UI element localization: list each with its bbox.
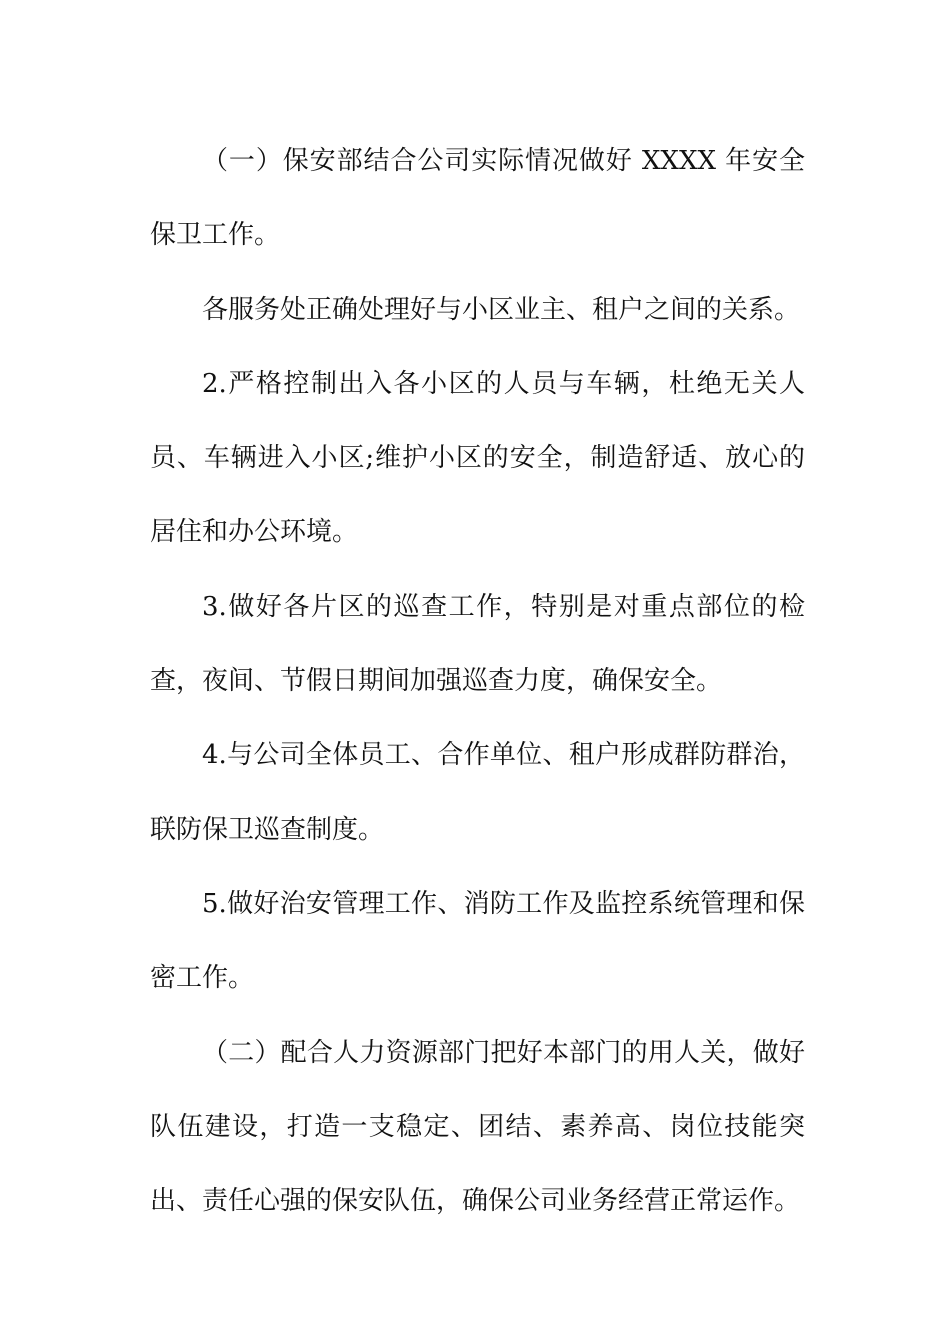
paragraph-patrol: 3.做好各片区的巡查工作，特别是对重点部位的检查，夜间、节假日期间加强巡查力度，确保安全。 [150,591,805,697]
paragraph-security-work: （一）保安部结合公司实际情况做好 XXXX 年安全保卫工作。 [150,146,805,251]
paragraph-joint-defense: 4.与公司全体员工、合作单位、租户形成群防群治，联防保卫巡查制度。 [150,740,805,845]
paragraph-public-order: 5.做好治安管理工作、消防工作及监控系统管理和保密工作。 [150,888,805,994]
paragraph-access-control: 2.严格控制出入各小区的人员与车辆，杜绝无关人员、车辆进入小区;维护小区的安全，制造舒适、放心的居住和办公环境。 [150,368,805,548]
document-body [150,124,805,1238]
paragraph-service-relations: 各服务处正确处理好与小区业主、租户之间的关系。 [202,294,801,325]
paragraph-team-building: （二）配合人力资源部门把好本部门的用人关，做好队伍建设，打造一支稳定、团结、素养高、岗位技能突出、责任心强的保安队伍，确保公司业务经营正常运作。 [150,1037,805,1217]
